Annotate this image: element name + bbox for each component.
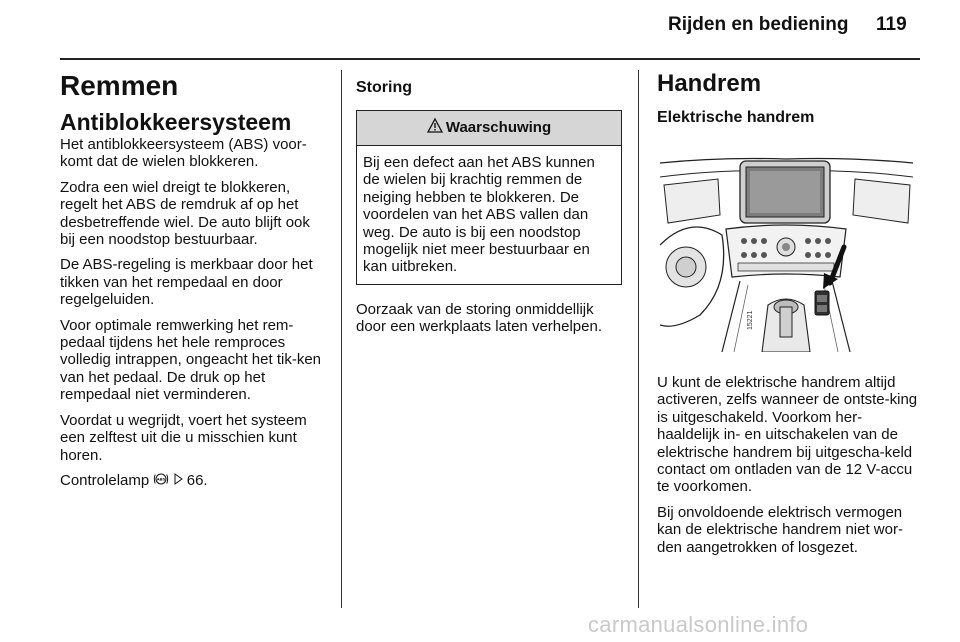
paragraph: Voordat u wegrijdt, voert het systeem een zelftest uit die u misschien kunt horen. (60, 411, 307, 464)
watermark: carmanualsonline.info (588, 612, 809, 637)
section-heading-fault: Storing (356, 79, 412, 96)
paragraph: Bij onvoldoende elektrisch vermogen kan de elektrische handrem niet wor-den aangetrokken of losgezet. (657, 503, 903, 556)
left-column (60, 70, 328, 498)
abs-warning-lamp-icon (153, 472, 169, 490)
section-heading-brakes: Remmen (60, 70, 179, 101)
subheading-abs: Antiblokkeersysteem (60, 109, 292, 135)
header-rule (60, 58, 920, 60)
warning-header (357, 111, 621, 146)
right-column-body (657, 374, 923, 564)
warning-title: Waarschuwing (445, 119, 552, 137)
warning-text: Bij een defect aan het ABS kunnen de wielen bij krachtig remmen de neiging hebben te blokkeren. De voordelen van het ABS vallen dan weg. De auto is bij een noodstop mogelijk niet meer bestuurbaar en kan uitbreken. (363, 154, 595, 276)
paragraph: Zodra een wiel dreigt te blokkeren, regelt het ABS de remdruk af op het desbetreffende wiel. De auto blijft ook bij een noodstop bestuurbaar. (60, 178, 310, 249)
paragraph: De ABS-regeling is merkbaar door het tikken van het rempedaal en door regelgeluiden. (60, 256, 313, 309)
paragraph: Het antiblokkeersysteem (ABS) voor-komt dat de wielen blokkeren. (60, 136, 307, 171)
paragraph: Voor optimale remwerking het rem-pedaal tijdens het hele remproces volledig intrappen, ongeacht het tik-ken van het pedaal. De druk op het rempedaal niet verminderen. (60, 316, 322, 404)
warning-box (356, 110, 622, 285)
running-header-title: Rijden en bediening (668, 14, 849, 35)
control-lamp-label: Controlelamp (60, 472, 150, 490)
column-divider-2 (638, 70, 639, 608)
page-reference-arrow-icon (174, 472, 183, 489)
middle-column (356, 78, 622, 344)
warning-triangle-icon (427, 118, 443, 137)
figure-code: 15221 (747, 310, 754, 330)
section-heading-handbrake: Handrem (657, 70, 762, 97)
control-lamp-line (60, 472, 328, 490)
control-lamp-page-ref: 66. (186, 472, 208, 490)
subheading-electric-handbrake: Elektrische handrem (657, 109, 815, 126)
center-console-illustration (660, 155, 913, 352)
svg-text:ABS: ABS (157, 476, 166, 482)
paragraph: U kunt de elektrische handrem altijd activeren, zelfs wanneer de ontste-king is uitgeschakeld. Voorkom her-haaldelijk in- en uitschakelen van de elektrische handrem bij uitgescha-keld contact om ontladen van de 12 V-accu te voorkomen. (657, 374, 918, 496)
column-divider-1 (341, 70, 342, 608)
right-column (657, 70, 921, 128)
page-number: 119 (876, 14, 907, 35)
paragraph: Oorzaak van de storing onmiddellijk door een werkplaats laten verhelpen. (356, 300, 602, 336)
